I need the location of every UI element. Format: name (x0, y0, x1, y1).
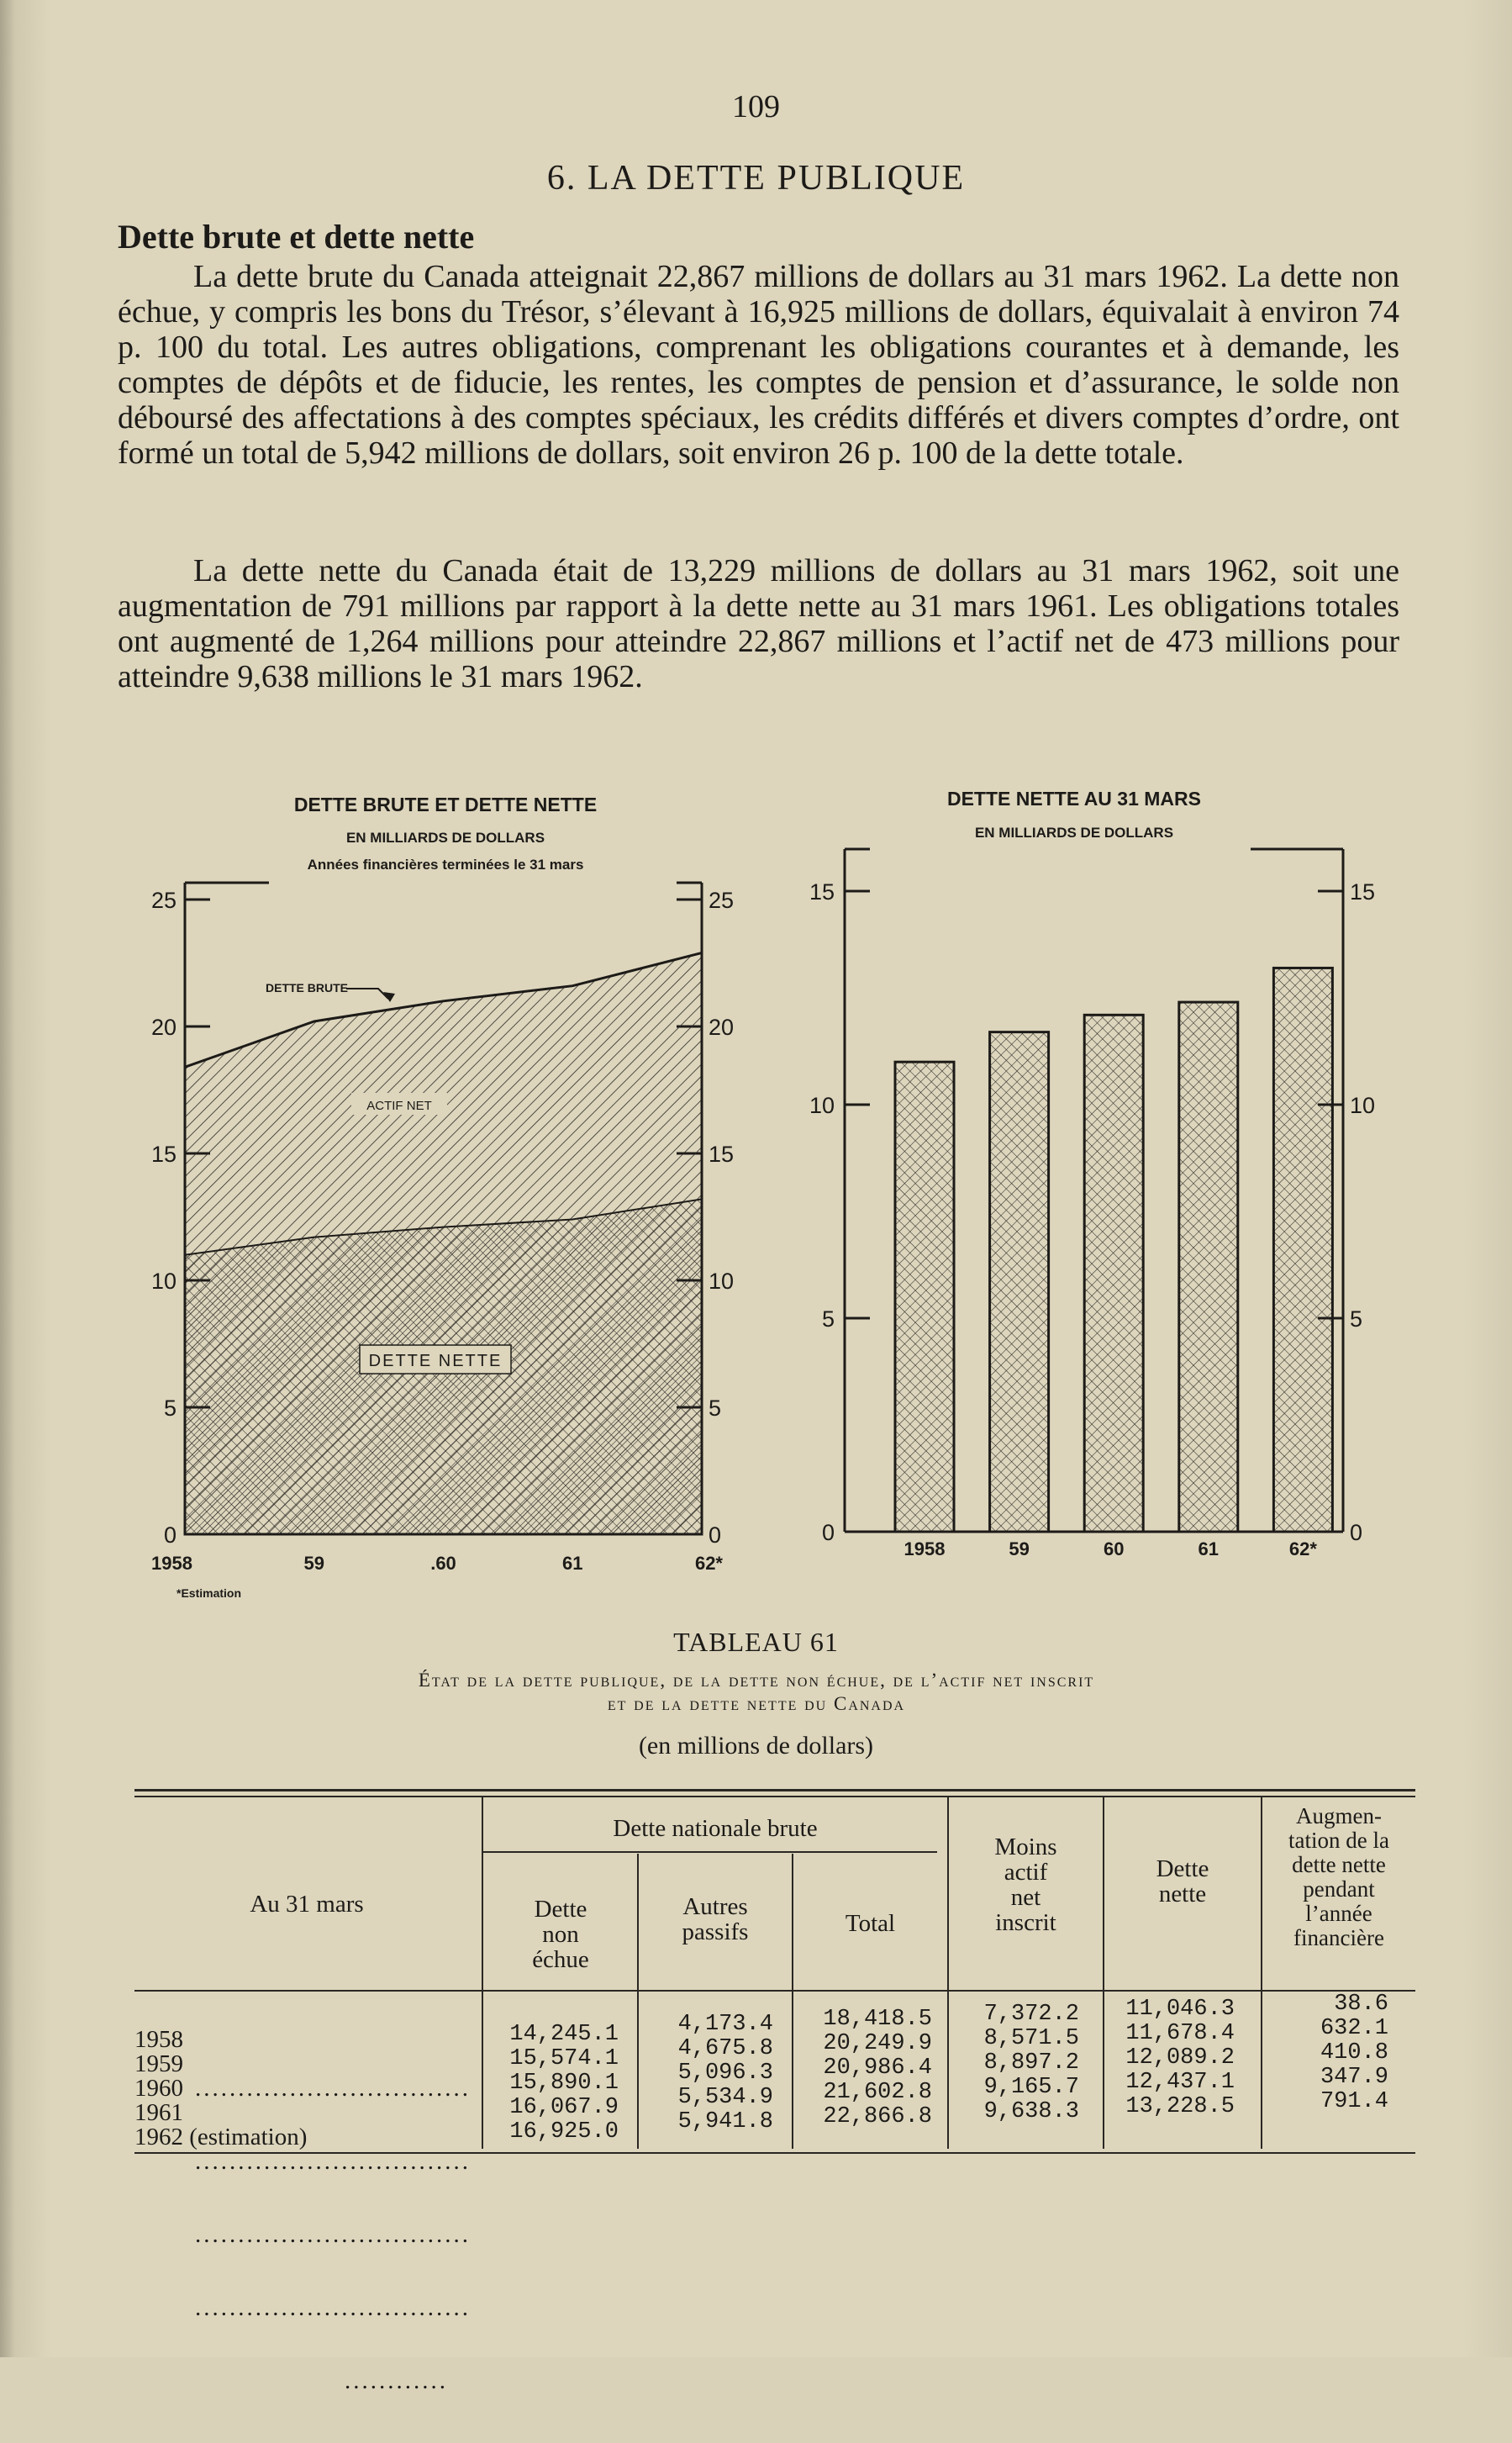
y-tick-label-right: 0 (1350, 1520, 1363, 1545)
x-tick-label: 1958 (151, 1553, 192, 1574)
y-tick-label-right: 5 (709, 1396, 722, 1421)
x-tick-label: 62* (694, 1553, 723, 1574)
x-tick-label: 59 (1009, 1538, 1030, 1559)
y-tick-label-left: 15 (151, 1142, 176, 1167)
estimation-footnote: *Estimation (176, 1586, 242, 1600)
table-subtitle-line2: et de la dette nette du Canada (607, 1693, 906, 1714)
header-dette-nette: Dette nette (1156, 1855, 1209, 1907)
y-tick-label-right: 15 (1350, 879, 1376, 905)
header-autres-passifs: Autres passifs (682, 1893, 749, 1945)
paragraph-1: La dette brute du Canada atteignait 22,867 millions de dollars au 31 mars 1962. La dette non échue, y compris les bons du Trésor, s’élevant à 16,925 millions de dollars, équivalait à environ 74 p. 100 du total. Les autres obligations, comprenant les obligations courantes et à demande, les comptes de dépôts et de fiducie, les rentes, les comptes de pension et d’assurance, le solde non déboursé des affectations à des comptes spéciaux, les crédits différés et divers comptes d’ordre, ont formé un total de 5,942 millions de dollars, soit environ 26 p. 100 de la dette totale. (118, 259, 1399, 471)
y-tick-label-right: 10 (709, 1269, 735, 1294)
y-tick-label-right: 10 (1350, 1093, 1376, 1118)
y-tick-label-left: 10 (151, 1269, 176, 1294)
x-tick-label: 61 (1198, 1538, 1220, 1559)
y-tick-label-right: 20 (709, 1015, 735, 1040)
bar-59 (990, 1032, 1049, 1532)
x-tick-label: 59 (303, 1553, 324, 1574)
y-tick-label-left: 5 (163, 1396, 176, 1421)
y-tick-label-right: 5 (1350, 1306, 1363, 1332)
header-dette-non-echue: Dette non échue (532, 1896, 589, 1973)
x-tick-label: 61 (562, 1553, 583, 1574)
public-debt-table: Au 31 mars Dette nationale brute Dette non échue Autres passifs Total Moins actif net inscrit Dette nette Augmen- tation de la dette nette pendant l’année financière 1958 1959 1960 1961 1962 (estimation) ................................ ................................ ................................ ................................ ............ 14,245.1 15,574.1 15,890.1 16,067.9 16,925.0 4,173.4 4,675.8 5,096.3 5,534.9 5,941.8 18,418.5 20,249.9 20,986.4 21,602.8 22,866.8 7,372.2 8,571.5 8,897.2 9,165.7 9,638.3 11,046.3 11,678.4 12,089.2 12,437.1 13,228.5 38.6 632.1 410.8 347.9 791.4 (134, 1774, 1415, 2169)
column-moins-actif-net: 7,372.2 8,571.5 8,897.2 9,165.7 9,638.3 (983, 2002, 1079, 2124)
header-au-31-mars: Au 31 mars (250, 1891, 364, 1918)
header-total: Total (845, 1910, 896, 1937)
bar-60 (1084, 1015, 1143, 1532)
header-augmentation: Augmen- tation de la dette nette pendant l’année financière (1288, 1803, 1389, 1950)
table-subtitle-line1: État de la dette publique, de la dette non échue, de l’actif net inscrit (418, 1670, 1095, 1691)
column-autres-passifs: 4,173.4 4,675.8 5,096.3 5,534.9 5,941.8 (677, 2012, 773, 2134)
dette-brute-label: DETTE BRUTE (266, 981, 348, 995)
bar-chart-dette-nette (782, 782, 1387, 1597)
actif-net-label: ACTIF NET (366, 1099, 432, 1113)
y-tick-label-right: 15 (709, 1142, 735, 1167)
y-tick-label-left: 0 (821, 1520, 835, 1545)
x-tick-label: 62* (1288, 1538, 1317, 1559)
right-chart-subtitle: EN MILLIARDS DE DOLLARS (974, 825, 1174, 841)
column-augmentation: 38.6 632.1 410.8 347.9 791.4 (1320, 1992, 1388, 2114)
years-list: 1958 1959 1960 1961 1962 (estimation) (134, 2026, 308, 2150)
paragraph-2: La dette nette du Canada était de 13,229 millions de dollars au 31 mars 1962, soit une augmentation de 791 millions par rapport à la dette nette au 31 mars 1961. Les obligations totales ont augmenté de 1,264 millions pour atteindre 22,867 millions et l’actif net de 473 millions pour atteindre 9,638 millions le 31 mars 1962. (118, 553, 1399, 694)
dette-nette-label: DETTE NETTE (368, 1352, 503, 1370)
subheading: Dette brute et dette nette (118, 218, 475, 256)
bar-62 (1273, 968, 1332, 1532)
left-chart-subtitle: EN MILLIARDS DE DOLLARS (345, 830, 545, 846)
y-tick-label-left: 10 (809, 1093, 835, 1118)
x-tick-label: .60 (430, 1553, 456, 1574)
header-dette-nationale-brute: Dette nationale brute (613, 1815, 818, 1842)
y-tick-label-right: 25 (709, 888, 735, 913)
y-tick-label-left: 25 (151, 888, 176, 913)
bar-1958 (895, 1062, 954, 1532)
table-subtitle (210, 1669, 1303, 1716)
y-tick-label-right: 0 (709, 1522, 722, 1548)
left-chart-title: DETTE BRUTE ET DETTE NETTE (293, 794, 598, 815)
page-number: 109 (732, 89, 780, 124)
y-tick-label-left: 0 (163, 1522, 176, 1548)
area-chart-dette-brute-nette (151, 782, 756, 1606)
table-title: TABLEAU 61 (673, 1627, 839, 1657)
column-dette-non-echue: 14,245.1 15,574.1 15,890.1 16,067.9 16,925.0 (509, 2022, 619, 2145)
column-total: 18,418.5 20,249.9 20,986.4 21,602.8 22,866.8 (823, 2007, 932, 2129)
column-dette-nette: 11,046.3 11,678.4 12,089.2 12,437.1 13,228.5 (1125, 1997, 1235, 2119)
left-chart-subtitle2: Années financières terminées le 31 mars (307, 857, 584, 873)
y-tick-label-left: 20 (151, 1015, 176, 1040)
table-unit: (en millions de dollars) (638, 1732, 874, 1760)
bar-61 (1179, 1002, 1238, 1532)
y-tick-label-left: 15 (809, 879, 835, 905)
dette-brute-pointer (346, 989, 388, 999)
section-title: 6. LA DETTE PUBLIQUE (546, 159, 966, 198)
y-tick-label-left: 5 (821, 1306, 835, 1332)
x-tick-label: 1958 (904, 1538, 946, 1559)
x-tick-label: 60 (1103, 1538, 1125, 1559)
right-chart-title: DETTE NETTE AU 31 MARS (946, 788, 1202, 810)
header-moins-actif-net-inscrit: Moins actif net inscrit (994, 1834, 1057, 1936)
